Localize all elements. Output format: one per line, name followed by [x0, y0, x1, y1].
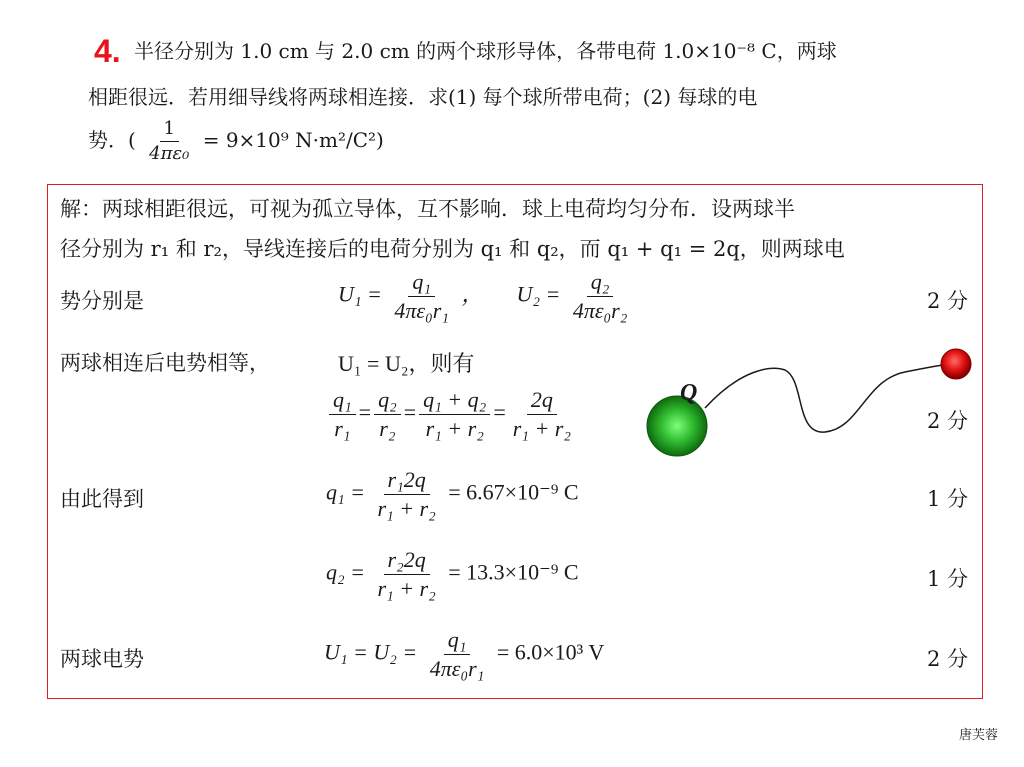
- u1-fraction: [390, 269, 453, 324]
- problem-line-1: 半径分别为 1.0 cm 与 2.0 cm 的两个球形导体，各带电荷 1.0×10⁻⁸ C，两球: [134, 39, 837, 63]
- problem-line-3: [88, 118, 384, 165]
- ratio-fraction-2: [374, 387, 401, 442]
- constant-denominator: 4πε₀: [149, 143, 190, 164]
- u-lhs: U₁ = U₂ =: [324, 639, 418, 665]
- equal-potential-formula: U₁ = U₂，则有: [338, 351, 475, 376]
- q2-value: = 13.3×10⁻⁹ C: [448, 559, 579, 585]
- ratio-3-numerator: q₁ + q₂: [419, 387, 490, 415]
- ratio-formula: $\frac{\text{q₁}}{\text{r₁}}$ = $\frac{\text{q₂}}{\text{r₂}}$ = $\frac{\text{q₁ + q₂}}{\text{r₁ + r₂}}$ = $\frac{2q}{\text{r₁ + r₂}}$: [326, 387, 578, 442]
- author-footer: 唐芙蓉: [958, 728, 998, 743]
- score-5: 2 分: [926, 647, 968, 671]
- solution-line-4: 两球相连后电势相等，: [60, 351, 270, 375]
- q1-denominator: r₁ + r₂: [377, 496, 436, 521]
- ratio-2-numerator: q₂: [374, 387, 401, 415]
- ratio-fraction-3: [419, 387, 490, 442]
- connecting-wire: [705, 364, 950, 432]
- ratio-fraction-1: [329, 387, 356, 442]
- charge-label: Q: [680, 380, 698, 406]
- potential-formulas: [338, 269, 634, 324]
- u1-lhs: U₁ =: [338, 281, 382, 307]
- ratio-4-denominator: r₁ + r₂: [512, 416, 571, 441]
- u-denominator: 4πε₀r₁: [429, 656, 485, 681]
- solution-line-2: 径分别为 r₁ 和 r₂，导线连接后的电荷分别为 q₁ 和 q₂，而 q₁ + q₁ = 2q，则两球电: [60, 237, 845, 261]
- q2-fraction: [374, 547, 440, 602]
- ratio-1-denominator: r₁: [334, 416, 351, 441]
- final-potential-formula: [324, 627, 604, 682]
- ratio-3-denominator: r₁ + r₂: [425, 416, 484, 441]
- u2-denominator: 4πε₀r₂: [572, 298, 628, 323]
- score-2: 2 分: [926, 409, 968, 433]
- solution-line-3: 势分别是: [60, 289, 144, 313]
- u2-lhs: ， U₂ =: [461, 281, 561, 307]
- solution-line-5: 由此得到: [60, 487, 144, 511]
- ratio-1-numerator: q₁: [329, 387, 356, 415]
- q1-fraction: [374, 467, 440, 522]
- problem-line-3-prefix: 势．(: [88, 128, 136, 152]
- score-1: 2 分: [926, 289, 968, 313]
- q2-numerator: r₂2q: [384, 547, 430, 575]
- q2-formula: [326, 547, 579, 602]
- q2-lhs: q₂ =: [326, 559, 365, 585]
- q1-numerator: r₁2q: [384, 467, 430, 495]
- constant-numerator: 1: [160, 118, 179, 142]
- constant-value: = 9×10⁹ N·m²/C²): [202, 128, 384, 152]
- u2-fraction: [569, 269, 632, 324]
- large-sphere: [647, 396, 707, 456]
- ratio-2-denominator: r₂: [379, 416, 396, 441]
- u1-denominator: 4πε₀r₁: [394, 298, 449, 323]
- u-value: = 6.0×10³ V: [496, 639, 605, 665]
- q1-lhs: q₁ =: [326, 479, 365, 505]
- small-sphere: [941, 349, 971, 379]
- spheres-diagram: [630, 340, 980, 465]
- u2-numerator: q₂: [587, 269, 614, 297]
- solution-line-1: 解：两球相距很远，可视为孤立导体，互不影响．球上电荷均匀分布．设两球半: [60, 197, 795, 221]
- ratio-fraction-4: [509, 387, 575, 442]
- score-4: 1 分: [926, 567, 968, 591]
- q1-value: = 6.67×10⁻⁹ C: [448, 479, 579, 505]
- ratio-4-numerator: 2q: [527, 387, 557, 415]
- u-numerator: q₁: [444, 627, 471, 655]
- score-3: 1 分: [926, 487, 968, 511]
- problem-number: 4.: [94, 33, 121, 69]
- q2-denominator: r₁ + r₂: [377, 576, 436, 601]
- problem-line-2: 相距很远．若用细导线将两球相连接．求(1) 每个球所带电荷；(2) 每球的电: [88, 85, 758, 109]
- u1-numerator: q₁: [408, 269, 435, 297]
- constant-fraction: [145, 118, 193, 165]
- u-fraction: [426, 627, 489, 682]
- solution-line-6: 两球电势: [60, 647, 144, 671]
- q1-formula: [326, 467, 579, 522]
